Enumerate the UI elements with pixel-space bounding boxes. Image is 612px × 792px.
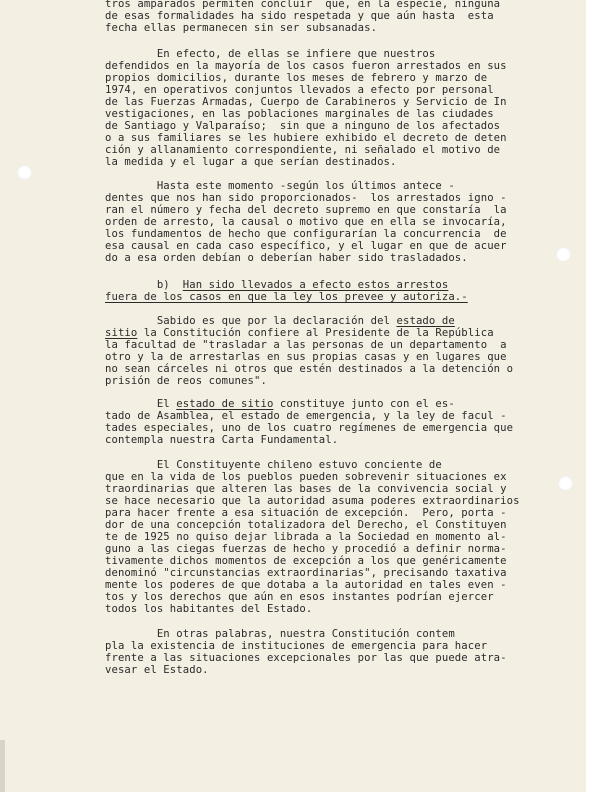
text-segment: que en la vida de los pueblos pueden sobrevenir situaciones ex: [105, 471, 507, 483]
text-segment: frente a las situaciones excepcionales por las que puede atra-: [105, 652, 507, 664]
text-line: [105, 240, 507, 252]
text-line: [105, 315, 455, 327]
text-line: [105, 48, 435, 60]
text-segment: la Constitución confiere al Presidente de la República: [137, 327, 494, 339]
underlined-text: sitio: [105, 327, 138, 339]
text-segment: la medida y el lugar a que serían destinados.: [105, 156, 397, 168]
text-line: [105, 144, 500, 156]
text-segment: se hace necesario que la autoridad asuma poderes extraordinarios: [105, 495, 520, 507]
text-line: [105, 603, 312, 615]
text-segment: En efecto, de ellas se infiere que nuestros: [105, 48, 436, 60]
text-line: [105, 579, 507, 591]
text-line: [105, 10, 494, 22]
punch-hole-right-upper: [556, 247, 571, 262]
text-segment: defendidos en la mayoría de los casos fueron arrestados en sus: [105, 60, 507, 72]
underlined-text: estado de sitio: [176, 398, 274, 410]
text-line: [105, 652, 507, 664]
text-line: [105, 507, 507, 519]
text-segment: de Santiago y Valparaíso; sin que a ninguno de los afectados: [105, 120, 501, 132]
text-line: [105, 339, 507, 351]
text-segment: constituye junto con el es-: [273, 398, 455, 410]
text-segment: de esas formalidades ha sido respetada y que aún hasta esta: [105, 10, 494, 22]
text-segment: tivamente dichos momentos de excepción a los que genéricamente: [105, 555, 507, 567]
text-line: [105, 22, 377, 34]
text-segment: contempla nuestra Carta Fundamental.: [105, 434, 339, 446]
text-line: [105, 327, 494, 339]
text-line: [105, 204, 507, 216]
text-line: [105, 72, 487, 84]
page-edge-mark: [0, 740, 5, 792]
underlined-text: estado de: [396, 315, 455, 327]
text-segment: pla la existencia de instituciones de emergencia para hacer: [105, 640, 488, 652]
text-segment: tado de Asamblea, el estado de emergencia, y la ley de facul -: [105, 410, 507, 422]
text-line: [105, 410, 507, 422]
punch-hole-left: [17, 165, 32, 180]
text-line: [105, 591, 494, 603]
text-line: [105, 84, 494, 96]
text-segment: tos y los derechos que aún en esos instantes podrían ejercer: [105, 591, 494, 603]
text-line: [105, 96, 507, 108]
text-segment: te de 1925 no quiso dejar librada a la Sociedad en momento al-: [105, 531, 507, 543]
text-segment: otro y la de arrestarlas en sus propias casas y en lugares que: [105, 351, 507, 363]
text-line: [105, 495, 520, 507]
text-segment: prisión de reos comunes".: [105, 375, 267, 387]
text-segment: Sabido es que por la declaración del: [105, 315, 397, 327]
text-line: [105, 459, 442, 471]
text-line: [105, 279, 448, 291]
text-line: [105, 252, 468, 264]
text-line: [105, 216, 507, 228]
text-line: [105, 640, 487, 652]
text-segment: vesar el Estado.: [105, 664, 209, 676]
text-segment: b): [105, 279, 183, 291]
text-segment: ción y allanamiento correspondiente, ni señalado el motivo de: [105, 144, 501, 156]
text-segment: la facultad de "trasladar a las personas de un departamento a: [105, 339, 507, 351]
page-margin: [586, 0, 612, 792]
text-line: [105, 555, 507, 567]
text-line: [105, 398, 455, 410]
text-segment: ran el número y fecha del decreto supremo en que constaría la: [105, 204, 507, 216]
text-segment: El: [105, 398, 177, 410]
text-line: [105, 531, 507, 543]
text-line: [105, 567, 507, 579]
text-line: [105, 422, 513, 434]
text-line: [105, 228, 507, 240]
underlined-text: fuera de los casos en que la ley los prevee y autoriza.-: [105, 291, 468, 303]
text-segment: no sean cárceles ni otros que estén destinados a la detención o: [105, 363, 514, 375]
text-line: [105, 291, 468, 303]
text-line: [105, 108, 494, 120]
text-segment: fecha ellas permanecen sin ser subsanadas.: [105, 22, 378, 34]
text-line: [105, 519, 507, 531]
text-line: [105, 156, 397, 168]
text-line: [105, 471, 507, 483]
text-segment: guno a las ciegas fuerzas de hecho y procedió a definir norma-: [105, 543, 507, 555]
text-line: [105, 60, 507, 72]
text-segment: los fundamentos de hecho que configurarían la concurrencia de: [105, 228, 507, 240]
text-segment: de las Fuerzas Armadas, Cuerpo de Carabineros y Servicio de In: [105, 96, 507, 108]
text-segment: denominó "circunstancias extraordinarias", precisando taxativa: [105, 567, 507, 579]
text-line: [105, 0, 500, 10]
text-segment: El Constituyente chileno estuvo conciente de: [105, 459, 442, 471]
text-line: [105, 543, 507, 555]
text-segment: propios domicilios, durante los meses de febrero y marzo de: [105, 72, 488, 84]
text-segment: tades especiales, uno de los cuatro regímenes de emergencia que: [105, 422, 514, 434]
punch-hole-right-lower: [558, 476, 573, 491]
text-line: [105, 483, 507, 495]
text-line: [105, 132, 507, 144]
text-segment: traordinarias que alteren las bases de la convivencia social y: [105, 483, 507, 495]
text-segment: esa causal en cada caso específico, y el lugar en que de acuer: [105, 240, 507, 252]
text-segment: para hacer frente a esa situación de excepción. Pero, porta -: [105, 507, 507, 519]
text-segment: vestigaciones, en las poblaciones marginales de las ciudades: [105, 108, 494, 120]
text-segment: mente los poderes de que dotaba a la autoridad en tales even -: [105, 579, 507, 591]
text-segment: Hasta este momento -según los últimos antece -: [105, 180, 455, 192]
text-segment: dentes que nos han sido proporcionados- los arrestados igno -: [105, 192, 507, 204]
text-segment: o a sus familiares se les hubiere exhibido el decreto de deten: [105, 132, 507, 144]
text-segment: todos los habitantes del Estado.: [105, 603, 313, 615]
text-line: [105, 192, 507, 204]
text-segment: dor de una concepción totalizadora del Derecho, el Constituyen: [105, 519, 507, 531]
text-line: [105, 434, 338, 446]
text-line: [105, 351, 507, 363]
text-segment: En otras palabras, nuestra Constitución contem: [105, 628, 455, 640]
text-line: [105, 375, 267, 387]
text-segment: 1974, en operativos conjuntos llevados a efecto por personal: [105, 84, 494, 96]
text-line: [105, 363, 513, 375]
text-line: [105, 628, 455, 640]
text-line: [105, 120, 500, 132]
text-line: [105, 664, 209, 676]
text-line: [105, 180, 455, 192]
text-segment: orden de arresto, la causal o motivo que en ella se invocaría,: [105, 216, 507, 228]
underlined-text: Han sido llevados a efecto estos arrestos: [182, 279, 449, 291]
text-segment: do a esa orden debían o deberían haber sido trasladados.: [105, 252, 468, 264]
text-segment: tros amparados permiten concluir que, en la especie, ninguna: [105, 0, 501, 10]
